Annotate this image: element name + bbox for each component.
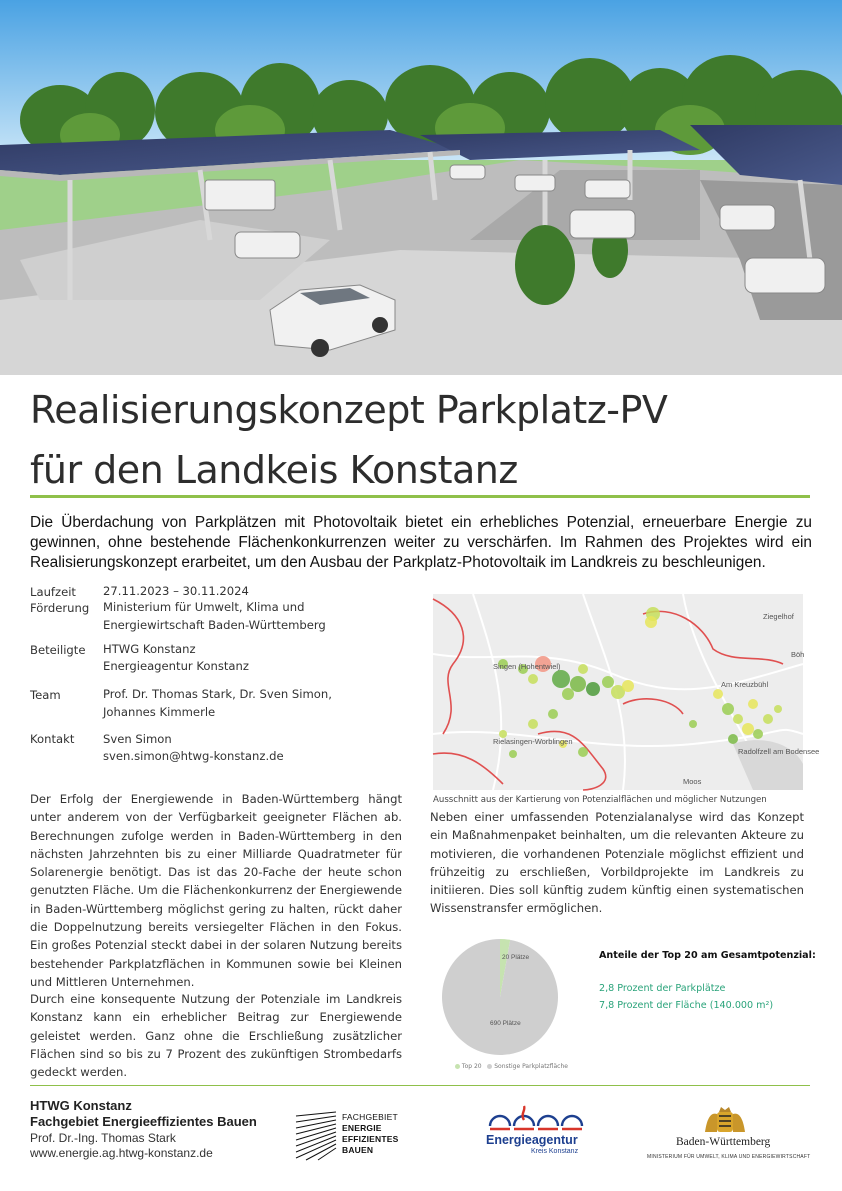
body-paragraph-3: Neben einer umfassenden Potenzialanalyse wird das Konzept ein Maßnahmenpaket beinhalten, um die relevanten Akteure zu motivieren, die vorhandenen Potenziale möglichst effizient und frühzeitig zu erschließen, Vorbildprojekte im Landkreis zu initiieren. Dies soll künftig zudem künftig einen systematischen Wissenstransfer ermöglichen. (430, 810, 804, 916)
fg-logo-line1: FACHGEBIET (342, 1112, 398, 1122)
footer-prof: Prof. Dr.-Ing. Thomas Stark (30, 1131, 176, 1145)
energieagentur-sub: Kreis Konstanz (531, 1148, 579, 1155)
kontakt-email[interactable]: sven.simon@htwg-konstanz.de (103, 749, 284, 763)
footer-url[interactable]: www.energie.ag.htwg-konstanz.de (30, 1146, 213, 1160)
legend-swatch-rest (487, 1064, 492, 1069)
fg-logo-line2: ENERGIE (342, 1123, 382, 1133)
legend-label-rest: Sonstige Parkplatzfläche (494, 1063, 568, 1070)
divider-bottom (30, 1085, 810, 1086)
legend-label-top20: Top 20 (461, 1063, 482, 1070)
map-label-kreuzbuehl: Am Kreuzbühl (721, 680, 769, 689)
share-flaeche: 7,8 Prozent der Fläche (140.000 m²) (599, 1000, 774, 1011)
intro-text: Die Überdachung von Parkplätzen mit Photovoltaik bietet ein erhebliches Potenzial, erneuerbare Energie zu gewinnen, ohne bestehende Flächenkonkurrenzen weiter zu verschärfen. Im Rahmen des Projektes wird ein Realisierungskonzept erarbeitet, um den Ausbau der Parkplatz-Photovoltaik im Landkreis zu beschleunigen. (30, 514, 812, 571)
map-label-ziegelhof: Ziegelhof (763, 612, 794, 621)
shares-title: Anteile der Top 20 am Gesamtpotenzial: (599, 950, 816, 961)
bw-name: Baden-Württemberg (676, 1136, 771, 1148)
pie-legend (455, 1063, 568, 1070)
share-parkplaetze: 2,8 Prozent der Parkplätze (599, 983, 726, 994)
footer-dept: Fachgebiet Energieeffizientes Bauen (30, 1114, 257, 1129)
map-label-rielasingen: Rielasingen-Worblingen (493, 737, 573, 746)
team-label: Team (30, 688, 61, 702)
beteiligte-line1: HTWG Konstanz (103, 642, 196, 656)
body-paragraph-1: Der Erfolg der Energiewende in Baden-Württemberg hängt unter anderem von der Verfügbarkeit geeigneter Flächen ab. Berechnungen zufolge werden in Baden-Württemberg in den nächsten Jahrzehnten bis zu einer Milliarde Quadratmeter für Solarenergie benötigt. Das ist das 20-Fache der heute schon genutzten Fläche. Um die Flächenkonkurrenz der Energiewende in Baden-Württemberg möglichst gering zu halten, rückt daher die Doppelnutzung bereits versiegelter Flächen in den Fokus. Ein großes Potenzial steckt dabei in der solaren Nutzung bereits bestehender Parkplatzflächen in Kommunen sowie bei Kleinen und Mittleren Unternehmen. (30, 792, 402, 989)
divider-top (30, 495, 810, 498)
fg-logo-icon (296, 1112, 338, 1160)
kontakt-label: Kontakt (30, 732, 75, 746)
kontakt-name: Sven Simon (103, 732, 172, 746)
foerderung-label: Förderung (30, 601, 90, 615)
map-label-radolfzell: Radolfzell am Bodensee (738, 747, 820, 756)
body-paragraph-2: Durch eine konsequente Nutzung der Potenziale im Landkreis Konstanz kann ein erheblicher Beitrag zur Energiewende geleistet werden. Ganz ohne die Erschließung zusätzlicher Flächen sind so bis zu 7 Prozent des zukünftigen Strombedarfs gedeckt werden. (30, 992, 402, 1080)
page-title-line2: für den Landkeis Konstanz (30, 448, 518, 492)
energieagentur-logo-icon (486, 1106, 586, 1132)
map-label-singen: Singen (Hohentwiel) (493, 662, 561, 671)
beteiligte-line2: Energieagentur Konstanz (103, 659, 249, 673)
potential-map (433, 594, 820, 790)
map-label-boeh: Böh (791, 650, 805, 659)
laufzeit-value: 27.11.2023 – 30.11.2024 (103, 584, 249, 598)
fg-logo-line3: EFFIZIENTES (342, 1134, 399, 1144)
legend-swatch-top20 (455, 1064, 460, 1069)
map-label-moos: Moos (683, 777, 702, 786)
team-line1: Prof. Dr. Thomas Stark, Dr. Sven Simon, (103, 687, 332, 701)
pie-chart (440, 937, 560, 1057)
pie-label-rest: 690 Plätze (490, 1020, 521, 1027)
bw-coat-of-arms-icon (703, 1106, 747, 1134)
beteiligte-label: Beteiligte (30, 643, 86, 657)
foerderung-line1: Ministerium für Umwelt, Klima und (103, 600, 305, 614)
footer-org: HTWG Konstanz (30, 1098, 132, 1113)
foerderung-line2: Energiewirtschaft Baden-Württemberg (103, 618, 326, 632)
pie-slice-rest (442, 939, 558, 1055)
energieagentur-name: Energieagentur (486, 1133, 578, 1147)
hero-image (0, 0, 842, 375)
fg-logo-line4: BAUEN (342, 1145, 374, 1155)
map-caption: Ausschnitt aus der Kartierung von Potenzialflächen und möglicher Nutzungen (433, 795, 767, 805)
bw-ministry: MINISTERIUM FÜR UMWELT, KLIMA UND ENERGIEWIRTSCHAFT (647, 1154, 811, 1160)
page-title-line1: Realisierungskonzept Parkplatz-PV (30, 388, 668, 432)
team-line2: Johannes Kimmerle (103, 705, 216, 719)
laufzeit-label: Laufzeit (30, 585, 76, 599)
pie-label-top20: 20 Plätze (502, 954, 530, 961)
